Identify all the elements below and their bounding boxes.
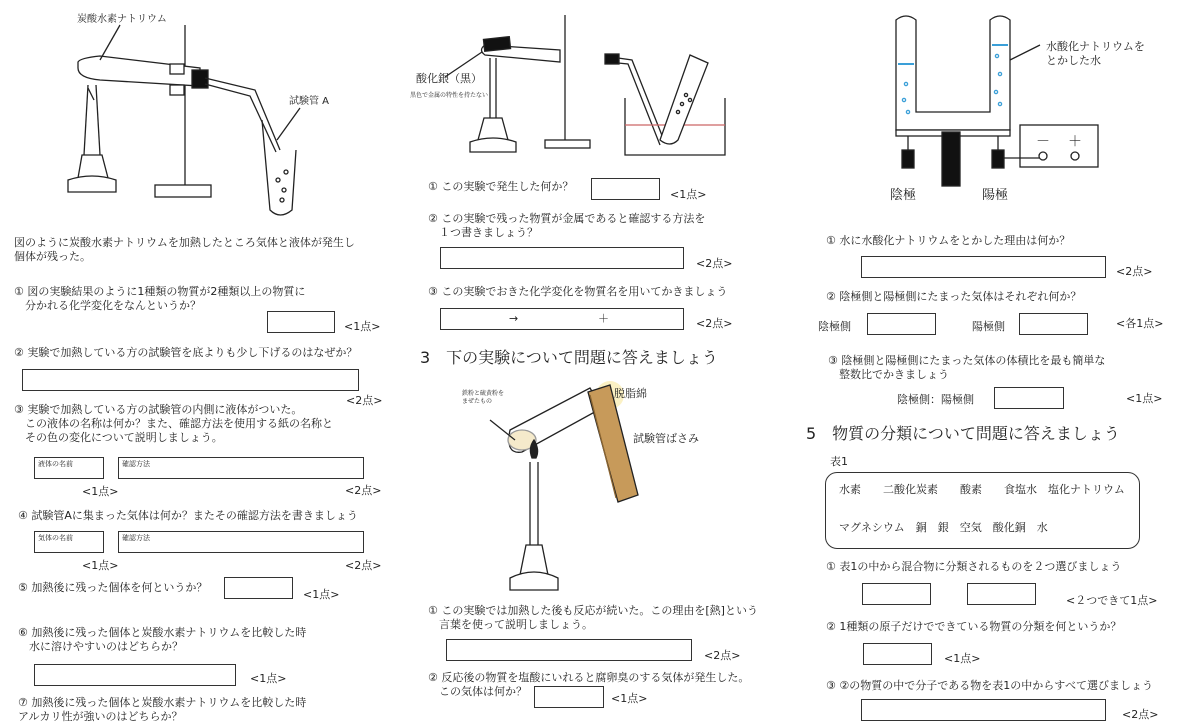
iron-sulfur-apparatus-drawing xyxy=(490,381,638,590)
left-q3-points-2: <2点> xyxy=(345,484,382,497)
left-q3-method-box-label: 確認方法 xyxy=(122,460,150,468)
right-q6-text: ③ ②の物質の中で分子である物を表1の中からすべて選びましょう xyxy=(826,679,1153,692)
middle-q2-points: <2点> xyxy=(696,257,733,270)
middle-q5-answer-box[interactable] xyxy=(534,686,604,708)
label-silver-oxide: 酸化銀（黒） xyxy=(416,72,482,85)
left-q1-answer-box[interactable] xyxy=(267,311,335,333)
middle-q3-points: <2点> xyxy=(696,317,733,330)
middle-q1-text: ① この実験で発生した何か？ xyxy=(428,180,574,193)
left-q4-gas-box-label: 気体の名前 xyxy=(38,534,73,542)
right-q1-text: ① 水に水酸化ナトリウムをとかした理由は何か？ xyxy=(826,234,1071,247)
label-naoh-water: 水酸化ナトリウムを とかした水 xyxy=(1046,40,1145,67)
right-q4-text: ① 表1の中から混合物に分類されるものを２つ選びましょう xyxy=(826,560,1122,573)
label-plus: ＋ xyxy=(1068,134,1082,150)
silver-oxide-apparatus-drawing xyxy=(445,15,725,155)
table-1-row-2: マグネシウム 銅 銀 空気 酸化銅 水 xyxy=(839,521,1048,534)
table-1-label: 表1 xyxy=(830,455,848,468)
label-minus: － xyxy=(1036,134,1050,150)
right-q2-text: ② 陰極側と陽極側にたまった気体はそれぞれ何か？ xyxy=(826,290,1082,303)
right-q2-points: <各1点> xyxy=(1116,317,1164,330)
label-anode: 陽極 xyxy=(982,188,1009,203)
middle-q4-points: <2点> xyxy=(704,649,741,662)
middle-q3-text: ③ この実験でおきた化学変化を物質名を用いてかきましょう xyxy=(428,285,728,298)
middle-q1-answer-box[interactable] xyxy=(591,178,660,200)
left-q4-method-box-label: 確認方法 xyxy=(122,534,150,542)
middle-q4-answer-box[interactable] xyxy=(446,639,692,661)
label-iron-sulfur: 鉄粉と硫黄粉を まぜたもの xyxy=(462,390,505,405)
left-q5-points: <1点> xyxy=(303,588,340,601)
right-q4-answer-box-2[interactable] xyxy=(967,583,1036,605)
right-q6-points: <2点> xyxy=(1122,708,1159,721)
right-q5-answer-box[interactable] xyxy=(863,643,932,665)
label-test-tube-a: 試験管 A xyxy=(289,96,330,107)
label-cathode: 陰極 xyxy=(890,188,917,203)
left-q3-liquid-box-label: 液体の名前 xyxy=(38,460,73,468)
middle-q5-points: <1点> xyxy=(611,692,648,705)
left-q1-text: ① 図の実験結果のように1種類の物質が2種類以上の物質に 分かれる化学変化をなんというか？ xyxy=(14,285,306,312)
right-q2-cathode-label: 陰極側 xyxy=(818,320,851,333)
left-q6-answer-box[interactable] xyxy=(34,664,236,686)
left-intro: 図のように炭酸水素ナトリウムを加熱したところ気体と液体が発生し 個体が残った。 xyxy=(14,236,355,263)
right-q5-text: ② 1種類の原子だけでできている物質の分類を何というか？ xyxy=(826,620,1122,633)
label-tiny-note: 黒色で金属の特性を持たない xyxy=(410,92,489,99)
right-q2-cathode-box[interactable] xyxy=(867,313,936,335)
left-q4-points-1: <1点> xyxy=(82,559,119,572)
left-q4-gas-box[interactable] xyxy=(34,531,104,553)
left-q4-text: ④ 試験管Aに集まった気体は何か？またその確認方法を書きましょう xyxy=(18,509,358,522)
middle-q1-points: <1点> xyxy=(670,188,707,201)
left-q3-method-box[interactable] xyxy=(118,457,364,479)
label-baking-soda: 炭酸水素ナトリウム xyxy=(77,14,167,25)
right-q2-anode-label: 陽極側 xyxy=(972,320,1005,333)
right-q4-points: <２つできて1点> xyxy=(1066,594,1158,607)
left-q7-text: ⑦ 加熱後に残った個体と炭酸水素ナトリウムを比較した時 アルカリ性が強いのはどちらか？ xyxy=(18,696,307,723)
section-3-title: 3 下の実験について問題に答えましょう xyxy=(420,348,718,367)
left-q2-points: <2点> xyxy=(346,394,383,407)
right-q1-points: <2点> xyxy=(1116,265,1153,278)
left-q3-points-1: <1点> xyxy=(82,485,119,498)
middle-q4-text: ① この実験では加熱した後も反応が続いた。この理由を[熱]という 言葉を使って説明しましょう。 xyxy=(428,604,758,631)
left-q5-text: ⑤ 加熱後に残った個体を何というか？ xyxy=(18,581,208,594)
middle-q2-text: ② この実験で残った物質が金属であると確認する方法を １つ書きましょう？ xyxy=(428,212,706,239)
left-q3-liquid-box[interactable] xyxy=(34,457,104,479)
left-q3-text: ③ 実験で加熱している方の試験管の内側に液体がついた。 この液体の名称は何か？また、確認方法を使用する紙の名称と その色の変化について説明しましょう。 xyxy=(14,403,333,444)
left-q5-answer-box[interactable] xyxy=(224,577,293,599)
right-q6-answer-box[interactable] xyxy=(861,699,1106,721)
section-5-title: 5 物質の分類について問題に答えましょう xyxy=(806,424,1120,443)
middle-q5-text: ② 反応後の物質を塩酸にいれると腐卵臭のする気体が発生した。 この気体は何か？ xyxy=(428,671,750,698)
left-q2-answer-box[interactable] xyxy=(22,369,359,391)
right-q2-anode-box[interactable] xyxy=(1019,313,1088,335)
middle-q2-answer-box[interactable] xyxy=(440,247,684,269)
right-q5-points: <1点> xyxy=(944,652,981,665)
baking-soda-apparatus-drawing xyxy=(68,25,300,215)
right-q3-text: ③ 陰極側と陽極側にたまった気体の体積比を最も簡単な 整数比でかきましょう xyxy=(828,354,1106,381)
middle-q3-answer-box[interactable] xyxy=(440,308,684,330)
left-q4-method-box[interactable] xyxy=(118,531,364,553)
right-q1-answer-box[interactable] xyxy=(861,256,1106,278)
table-1-box xyxy=(825,472,1140,549)
left-q6-points: <1点> xyxy=(250,672,287,685)
right-q3-points: <1点> xyxy=(1126,392,1163,405)
table-1-row-1: 水素 二酸化炭素 酸素 食塩水 塩化ナトリウム xyxy=(839,483,1125,496)
label-cotton: 脱脂綿 xyxy=(614,387,647,400)
middle-q3-plus: ＋ xyxy=(598,312,609,325)
left-q1-points: <1点> xyxy=(344,320,381,333)
right-q4-answer-box-1[interactable] xyxy=(862,583,931,605)
label-clamp: 試験管ばさみ xyxy=(633,432,699,445)
right-q3-ratio-label: 陰極側：陽極側 xyxy=(897,393,974,406)
middle-q3-arrow: → xyxy=(509,312,519,325)
left-q6-text: ⑥ 加熱後に残った個体と炭酸水素ナトリウムを比較した時 水に溶けやすいのはどちらか？ xyxy=(18,626,307,653)
left-q2-text: ② 実験で加熱している方の試験管を底よりも少し下げるのはなぜか？ xyxy=(14,346,358,359)
right-q3-answer-box[interactable] xyxy=(994,387,1064,409)
left-q4-points-2: <2点> xyxy=(345,559,382,572)
